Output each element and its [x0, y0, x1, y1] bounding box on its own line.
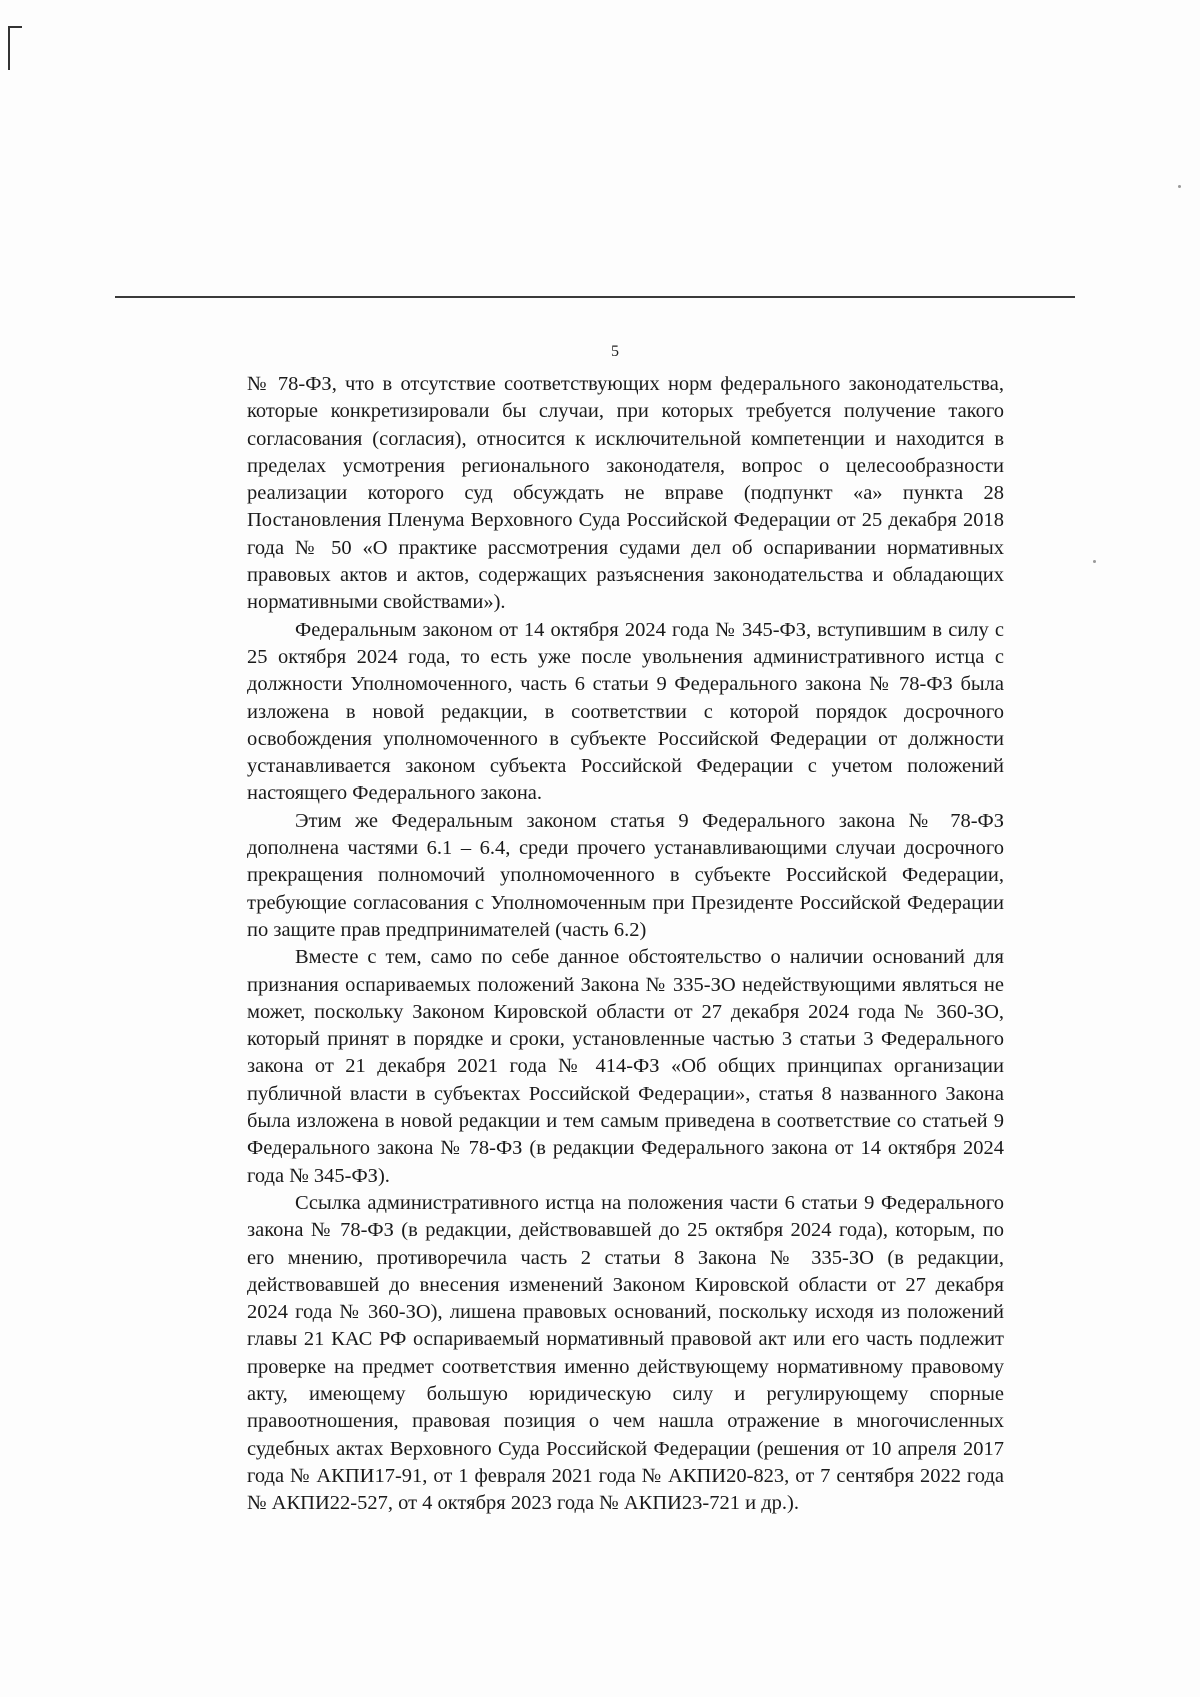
document-body — [247, 371, 1004, 1517]
scan-corner-mark — [8, 26, 10, 70]
paragraph-5: Ссылка административного истца на положения части 6 статьи 9 Федерального закона № 78-ФЗ (в редакции, действовавшей до 25 октября 2024 года), которым, по его мнению, противоречила часть 2 статьи 8 Закона № 335-ЗО (в редакции, действовавшей до внесения изменений Законом Кировской области от 27 декабря 2024 года № 360-ЗО), лишена правовых оснований, поскольку исходя из положений главы 21 КАС РФ оспариваемый нормативный правовой акт или его часть подлежит проверке на предмет соответствия именно действующему нормативному правовому акту, имеющему большую юридическую силу и регулирующему спорные правоотношения, правовая позиция о чем нашла отражение в многочисленных судебных актах Верховного Суда Российской Федерации (решения от 10 апреля 2017 года № АКПИ17-91, от 1 февраля 2021 года № АКПИ20-823, от 7 сентября 2022 года № АКПИ22-527, от 4 октября 2023 года № АКПИ23-721 и др.). — [247, 1191, 1004, 1515]
page-number: 5 — [611, 343, 619, 360]
paragraph-1: № 78-ФЗ, что в отсутствие соответствующих норм федерального законодательства, которые конкретизировали бы случаи, при которых требуется получение такого согласования (согласия), относится к исключительной компетенции и находится в пределах усмотрения регионального законодателя, вопрос о целесообразности реализации которого суд обсуждать не вправе (подпункт «а» пункта 28 Постановления Пленума Верховного Суда Российской Федерации от 25 декабря 2018 года № 50 «О практике рассмотрения судами дел об оспаривании нормативных правовых актов и актов, содержащих разъяснения законодательства и обладающих нормативными свойствами»). — [247, 373, 1004, 614]
top-rule-line — [115, 296, 1075, 298]
scan-speck — [1178, 185, 1181, 188]
scan-speck — [1093, 560, 1096, 563]
paragraph-2: Федеральным законом от 14 октября 2024 года № 345-ФЗ, вступившим в силу с 25 октября 2024 года, то есть уже после увольнения административного истца с должности Уполномоченного, часть 6 статьи 9 Федерального закона № 78-ФЗ была изложена в новой редакции, в соответствии с которой порядок досрочного освобождения уполномоченного в субъекте Российской Федерации от должности устанавливается законом субъекта Российской Федерации с учетом положений настоящего Федерального закона. — [247, 618, 1004, 805]
paragraph-3: Этим же Федеральным законом статья 9 Федерального закона № 78-ФЗ дополнена частями 6.1 – 6.4, среди прочего устанавливающими случаи досрочного прекращения полномочий уполномоченного в субъекте Российской Федерации, требующие согласования с Уполномоченным при Президенте Российской Федерации по защите прав предпринимателей (часть 6.2) — [247, 809, 1004, 941]
paragraph-4: Вместе с тем, само по себе данное обстоятельство о наличии оснований для признания оспариваемых положений Закона № 335-ЗО недействующими являться не может, поскольку Законом Кировской области от 27 декабря 2024 года № 360-ЗО, который принят в порядке и сроки, установленные частью 3 статьи 3 Федерального закона от 21 декабря 2021 года № 414-ФЗ «Об общих принципах организации публичной власти в субъектах Российской Федерации», статья 8 названного Закона была изложена в новой редакции и тем самым приведена в соответствие со статьей 9 Федерального закона № 78-ФЗ (в редакции Федерального закона от 14 октября 2024 года № 345-ФЗ). — [247, 946, 1004, 1187]
